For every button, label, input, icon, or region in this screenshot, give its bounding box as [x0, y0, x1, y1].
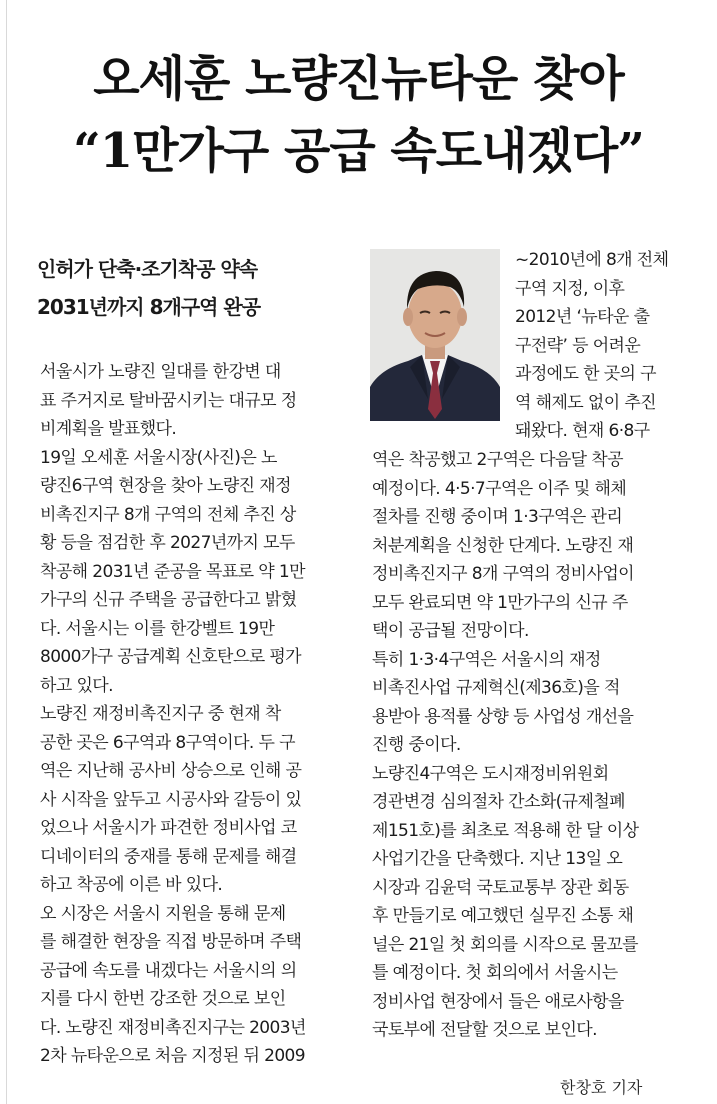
article-line: 예정이다. 4·5·7구역은 이주 및 해체: [372, 478, 627, 499]
article-line: 제151호)를 최초로 적용해 한 달 이상: [372, 820, 639, 841]
article-line: 가구의 신규 주택을 공급한다고 밝혔: [40, 590, 297, 610]
article-line: 역은 지난해 공사비 상승으로 인해 공: [40, 761, 302, 781]
article-line: 서울시가 노량진 일대를 한강변 대: [40, 362, 281, 382]
portrait-photo: [370, 249, 500, 421]
article-line: 오 시장은 서울시 지원을 통해 문제: [40, 903, 286, 924]
article-line: 었으나 서울시가 파견한 정비사업 코: [40, 818, 297, 838]
article-line: 공한 곳은 6구역과 8구역이다. 두 구: [40, 732, 295, 753]
article-line: 하고 착공에 이른 바 있다.: [40, 875, 223, 895]
article-line: 19일 오세훈 서울시장(사진)은 노: [40, 447, 277, 468]
article-line: 착공해 2031년 준공을 목표로 약 1만: [40, 561, 305, 582]
article-line: 택이 공급될 전망이다.: [372, 621, 529, 641]
article-line: 역 해제도 없이 추진: [515, 392, 656, 413]
article-line: 널은 21일 첫 회의를 시작으로 물꼬를: [372, 934, 638, 955]
article-line: 노량진4구역은 도시재정비위원회: [372, 763, 609, 784]
article-line: 비촉진사업 규제혁신(제36호)을 적: [372, 678, 620, 698]
article-line: 표 주거지로 탈바꿈시키는 대규모 정: [40, 390, 297, 411]
article-line: 시장과 김윤덕 국토교통부 장관 회동: [372, 877, 629, 898]
article-line: 진행 중이다.: [372, 735, 461, 755]
article-line: 구전략’ 등 어려운: [515, 335, 641, 356]
article-line: 모두 완료되면 약 1만가구의 신규 주: [372, 592, 628, 613]
article-line: 절차를 진행 중이며 1·3구역은 관리: [372, 507, 623, 527]
article-line: 구역 지정, 이후: [515, 278, 625, 299]
byline: 한창호 기자: [560, 1078, 643, 1097]
article-line: 후 만들기로 예고했던 실무진 소통 채: [372, 906, 634, 926]
article-line: 특히 1·3·4구역은 서울시의 재정: [372, 649, 601, 670]
article-line: 사 시작을 앞두고 시공사와 갈등이 있: [40, 789, 302, 810]
headline-line-2: “1만가구 공급 속도내겠다”: [73, 123, 644, 179]
article-line: 를 해결한 현장을 직접 방문하며 주택: [40, 932, 302, 952]
article-line: 돼왔다. 현재 6·8구: [515, 421, 650, 441]
article-line: 처분계획을 신청한 단계다. 노량진 재: [372, 535, 634, 556]
article-line: 틀 예정이다. 첫 회의에서 서울시는: [372, 963, 618, 983]
article-line: 정비사업 현장에서 들은 애로사항을: [372, 991, 624, 1012]
article-line: 역은 착공했고 2구역은 다음달 착공: [372, 450, 623, 470]
article-line: 용받아 용적률 상향 등 사업성 개선을: [372, 706, 634, 727]
article-line: 량진6구역 현장을 찾아 노량진 재정: [40, 476, 291, 496]
article-line: 과정에도 한 곳의 구: [515, 364, 656, 384]
article-line: 황 등을 점검한 후 2027년까지 모두: [40, 533, 295, 553]
article-line: 하고 있다.: [40, 675, 113, 696]
subheadline-line-1: 인허가 단축·조기착공 약속: [37, 257, 258, 281]
article-line: 8000가구 공급계획 신호탄으로 평가: [40, 647, 301, 667]
article-line: 국토부에 전달할 것으로 보인다.: [372, 1020, 597, 1040]
article-line: 정비촉진지구 8개 구역의 정비사업이: [372, 564, 634, 584]
article-line: 2012년 ‘뉴타운 출: [515, 307, 650, 327]
article-line: 공급에 속도를 내겠다는 서울시의 의: [40, 960, 297, 981]
subheadline-line-2: 2031년까지 8개구역 완공: [37, 295, 261, 319]
article-line: 비촉진지구 8개 구역의 전체 추진 상: [40, 504, 296, 525]
article-line: 사업기간을 단축했다. 지난 13일 오: [372, 849, 623, 869]
article-line: 경관변경 심의절차 간소화(규제철폐: [372, 792, 625, 812]
article-line: 2차 뉴타운으로 처음 지정된 뒤 2009: [40, 1046, 305, 1066]
article-line: 노량진 재정비촉진지구 중 현재 착: [40, 704, 281, 724]
article-line: ~2010년에 8개 전체: [515, 250, 669, 270]
article-line: 디네이터의 중재를 통해 문제를 해결: [40, 846, 297, 867]
article-line: 비계획을 발표했다.: [40, 419, 177, 439]
article-line: 다. 노량진 재정비촉진지구는 2003년: [40, 1017, 306, 1038]
portrait-illustration: [370, 249, 500, 421]
article-line: 다. 서울시는 이를 한강벨트 19만: [40, 618, 275, 639]
article-line: 지를 다시 한번 강조한 것으로 보인: [40, 989, 286, 1009]
headline-line-1: 오세훈 노량진뉴타운 찾아: [93, 51, 624, 107]
